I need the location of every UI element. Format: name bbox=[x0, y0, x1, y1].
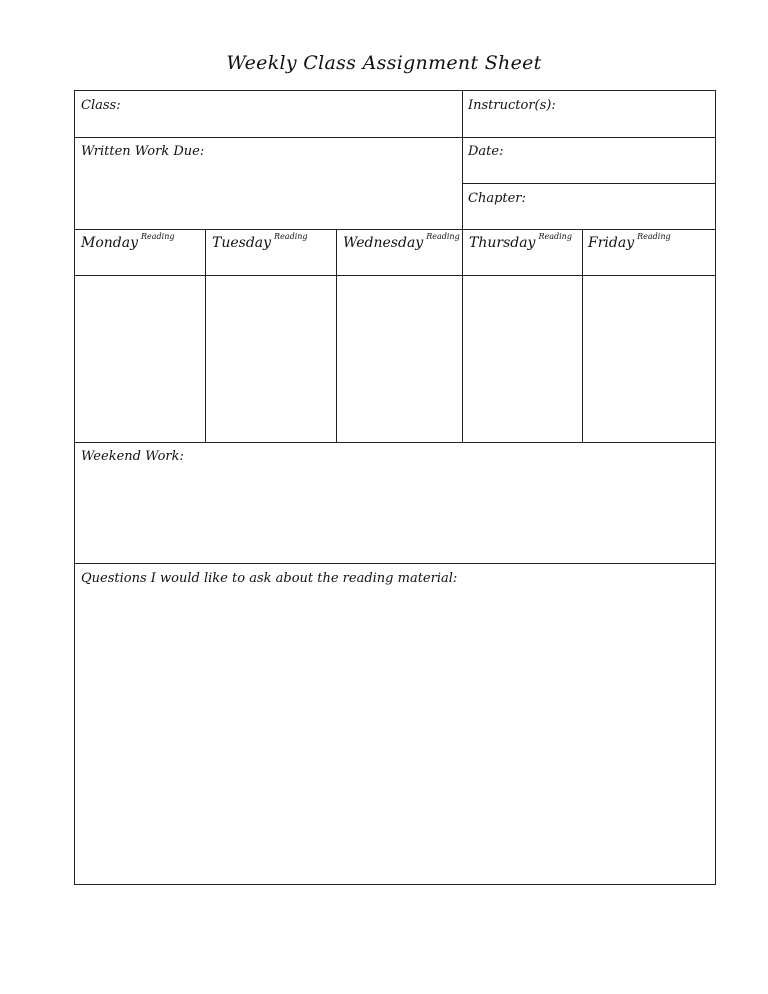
chapter-field-label: Chapter: bbox=[468, 191, 526, 206]
written-work-label: Written Work Due: bbox=[81, 144, 205, 159]
divider-day-4 bbox=[582, 229, 583, 443]
divider-day-2 bbox=[336, 229, 337, 443]
date-field-label: Date: bbox=[468, 144, 504, 159]
instructor-field-label: Instructor(s): bbox=[468, 98, 556, 113]
day-note: Reading bbox=[274, 232, 308, 241]
day-header-tuesday bbox=[212, 232, 308, 251]
day-header-wednesday bbox=[343, 232, 460, 251]
divider-days-bottom bbox=[75, 442, 716, 443]
class-field-label: Class: bbox=[81, 98, 121, 113]
day-note: Reading bbox=[637, 232, 671, 241]
day-name: Thursday bbox=[469, 235, 536, 251]
day-note: Reading bbox=[426, 232, 460, 241]
questions-label: Questions I would like to ask about the reading material: bbox=[81, 571, 458, 586]
day-header-monday bbox=[81, 232, 175, 251]
day-name: Monday bbox=[81, 235, 138, 251]
divider-day-1 bbox=[205, 229, 206, 443]
weekend-work-label: Weekend Work: bbox=[81, 449, 184, 464]
page-title: Weekly Class Assignment Sheet bbox=[226, 52, 542, 74]
day-name: Friday bbox=[588, 235, 635, 251]
day-name: Wednesday bbox=[343, 235, 424, 251]
divider-row-1 bbox=[75, 137, 716, 138]
divider-day-3 bbox=[462, 275, 463, 443]
divider-row-2 bbox=[75, 229, 716, 230]
day-note: Reading bbox=[538, 232, 572, 241]
day-note: Reading bbox=[141, 232, 175, 241]
divider-date-chapter bbox=[462, 183, 716, 184]
day-header-friday bbox=[588, 232, 671, 251]
divider-days-header bbox=[75, 275, 716, 276]
divider-col-right bbox=[462, 91, 463, 276]
day-name: Tuesday bbox=[212, 235, 272, 251]
divider-weekend-bottom bbox=[75, 563, 716, 564]
day-header-thursday bbox=[469, 232, 572, 251]
assignment-sheet bbox=[74, 90, 716, 885]
